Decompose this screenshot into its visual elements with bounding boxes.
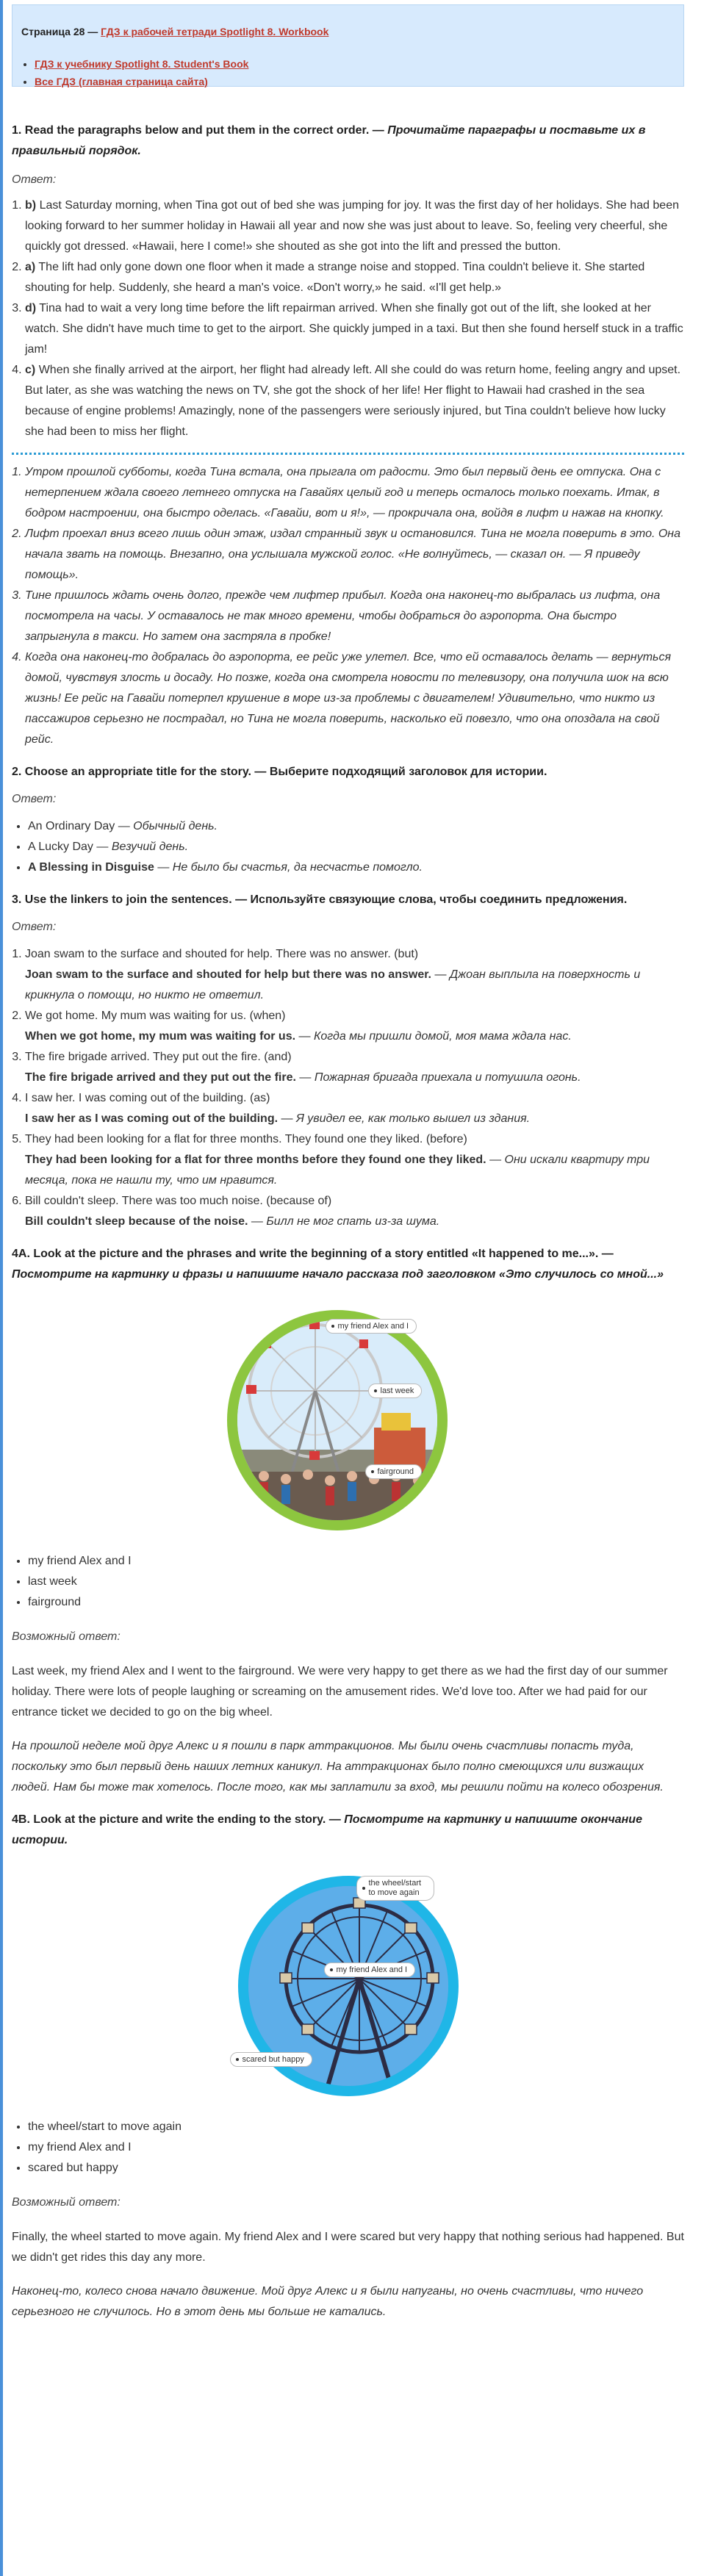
workbook-link[interactable]: ГДЗ к рабочей тетради Spotlight 8. Workbook xyxy=(101,26,329,37)
list-item xyxy=(25,360,684,442)
image-label: the wheel/start to move again xyxy=(356,1876,434,1901)
paragraph-text: Tina had to wait a very long time before the lift repairman arrived. When she finally got out of the lift, she looked at her watch. She didn't have much time to get to the airport. She quickly jumped in a taxi. But then she found herself stuck in a traffic jam! xyxy=(25,302,683,356)
list-item: 3. Тине пришлось ждать очень долго, прежде чем лифтер прибыл. Когда она наконец-то выбралась из лифта, она посмотрела на часы. У оставалось не так много времени, чтобы добраться до аэропорта. Она быстро запрыгнула в такси. Но затем она застряла в пробке! xyxy=(25,586,684,647)
task1-title-en: 1. Read the paragraphs below and put them in the correct order. — xyxy=(12,124,388,137)
page-heading xyxy=(21,26,672,37)
task4b-title-ru: Посмотрите на картинку и напишите окончание истории. xyxy=(12,1813,642,1846)
left-border xyxy=(0,0,3,2576)
list-item: 2. Лифт проехал вниз всего лишь один этаж, издал странный звук и остановился. Тина не могла поверить в это. Она начала звать на помощь. Внезапно, она услышала мужской голос. «Не волнуйтесь, — сказал он. — Я приведу помощь». xyxy=(25,524,684,586)
question: We got home. My mum was waiting for us. (when) xyxy=(25,1010,286,1022)
list-item: • last week xyxy=(28,1572,684,1592)
task2-title: 2. Choose an appropriate title for the story. — Выберите подходящий заголовок для истории. xyxy=(12,766,547,778)
big-wheel-picture xyxy=(227,1868,470,2104)
option-en: A Lucky Day xyxy=(28,841,93,853)
linker-list xyxy=(12,944,684,1232)
list-item: 4. Когда она наконец-то добралась до аэропорта, ее рейс уже улетел. Все, что ей оставалось делать — вернуться домой, чувствуя злость и досаду. Но позже, когда она смотрела новости по телевизору, она получила шок на всю жизнь! Ее рейс на Гавайи потерпел крушение в море из-за проблемы с двигателем! Удивительно, что никто из пассажиров серьезно не пострадал, но Тина не могла поверить, насколько ей повезло, что она опоздала на свой рейс. xyxy=(25,647,684,750)
answer-ru: Пожарная бригада приехала и потушила огонь. xyxy=(314,1071,581,1084)
answer-ru: Я увидел ее, как только вышел из здания. xyxy=(295,1112,531,1125)
list-item xyxy=(25,257,684,298)
list-item: 1. Утром прошлой субботы, когда Тина встала, она прыгала от радости. Это был первый день ее отпуска. Она с нетерпением ждала своего летнего отпуска на Гавайях целый год и теперь осталось только поехать. Итак, в бодром настроении, она быстро оделась. «Гавайи, вот и я!», — прокричала она, войдя в лифт и нажав на кнопку. xyxy=(25,462,684,524)
answer-en: Last week, my friend Alex and I went to the fairground. We were very happy to get there as we had the first day of our summer holiday. There were lots of people laughing or screaming on the amusement rides. We'd love too. After we had paid for our entrance ticket we decided to go on the big wheel. xyxy=(12,1665,668,1719)
list-item: 5. They had been looking for a flat for three months. They found one they liked. (before) They had been looking for a flat for three months before they found one they liked. — Они искали квартиру три месяца, пока не нашли ту, что им нравится. xyxy=(25,1129,684,1191)
list-item xyxy=(25,298,684,360)
task4b xyxy=(12,1810,684,2323)
list-item: 4. I saw her. I was coming out of the building. (as) I saw her as I was coming out of the building. — Я увидел ее, как только вышел из здания. xyxy=(25,1088,684,1129)
task4a xyxy=(12,1244,684,1798)
answer-ru: Билл не мог спать из-за шума. xyxy=(266,1215,440,1228)
answer: When we got home, my mum was waiting for us. xyxy=(25,1030,296,1043)
fairground-picture xyxy=(227,1303,470,1538)
info-box xyxy=(12,4,684,87)
list-item: 1. Joan swam to the surface and shouted for help. There was no answer. (but) Joan swam to the surface and shouted for help but there was no answer. — Джоан выплыла на поверхность и крикнула о помощи, но никто не ответил. xyxy=(25,944,684,1006)
task1 xyxy=(12,120,684,750)
answer-ru: Наконец-то, колесо снова начало движение. Мой друг Алекс и я были напуганы, но очень счастливы, что ничего серьезного не случилось. Но в этот день мы больше не катались. xyxy=(12,2285,644,2318)
task4b-title xyxy=(12,1810,684,1851)
paragraph-text: When she finally arrived at the airport, her flight had already left. All she could do was return home, feeling angry and upset. But later, as she was watching the news on TV, she got the shock of her life! Her flight to Hawaii had crashed in the sea because of engine problems! Amazingly, none of the passengers were seriously injured, but Tina couldn't believe how lucky she had been to miss her flight. xyxy=(25,364,681,438)
page-prefix: Страница 28 — xyxy=(21,26,101,37)
letter: c) xyxy=(25,364,36,376)
letter: a) xyxy=(25,261,36,273)
translation-list xyxy=(12,462,684,750)
dotted-divider xyxy=(12,453,684,455)
list-item: 3. The fire brigade arrived. They put out the fire. (and) The fire brigade arrived and they put out the fire. — Пожарная бригада приехала и потушила огонь. xyxy=(25,1047,684,1088)
image-label: last week xyxy=(368,1384,423,1398)
list-item xyxy=(35,73,672,90)
answer: They had been looking for a flat for three months before they found one they liked. xyxy=(25,1154,486,1166)
list-item: • fairground xyxy=(28,1592,684,1613)
title-options xyxy=(12,816,684,878)
image-label: my friend Alex and I xyxy=(324,1962,416,1977)
task1-title xyxy=(12,120,684,162)
list-item: • the wheel/start to move again xyxy=(28,2117,684,2137)
list-item: 2. We got home. My mum was waiting for us. (when) When we got home, my mum was waiting for us. — Когда мы пришли домой, моя мама ждала нас. xyxy=(25,1006,684,1047)
list-item: • my friend Alex and I xyxy=(28,2137,684,2158)
phrase-list xyxy=(12,2117,684,2179)
paragraph-text: Last Saturday morning, when Tina got out of bed she was jumping for joy. It was the first day of her holidays. She had been looking forward to her summer holiday in Hawaii all year and now she was just about to leave. So, feeling very cheerful, she quickly got dressed. «Hawaii, here I come!» she shouted as she got into the lift and pressed the button. xyxy=(25,199,679,253)
task4b-title-en: 4B. Look at the picture and write the ending to the story. — xyxy=(12,1813,345,1826)
list-item: • An Ordinary Day — Обычный день. xyxy=(28,816,684,837)
fairground-illustration xyxy=(227,1303,470,1538)
list-item: • A Lucky Day — Везучий день. xyxy=(28,837,684,857)
students-book-link[interactable]: ГДЗ к учебнику Spotlight 8. Student's Book xyxy=(35,58,249,70)
answer-ru: На прошлой неделе мой друг Алекс и я пошли в парк аттракционов. Мы были очень счастливы попасть туда, поскольку это был первый день наших летних каникул. На аттракционах было полно смеющихся или визжащих людей. Нам бы тоже так хотелось. После того, как мы заплатили за вход, мы решили пойти на колесо обозрения. xyxy=(12,1740,664,1794)
list-item: • A Blessing in Disguise — Не было бы счастья, да несчастье помогло. xyxy=(28,857,684,878)
task4a-title xyxy=(12,1244,684,1285)
list-item xyxy=(25,195,684,257)
answer: The fire brigade arrived and they put out the fire. xyxy=(25,1071,296,1084)
question: The fire brigade arrived. They put out the fire. (and) xyxy=(25,1051,292,1063)
task2 xyxy=(12,762,684,878)
task3 xyxy=(12,890,684,1232)
answer: I saw her as I was coming out of the building. xyxy=(25,1112,279,1125)
task4a-title-en: 4A. Look at the picture and the phrases and write the beginning of a story entitled «It happened to me...». — xyxy=(12,1248,614,1260)
answer-label: Ответ: xyxy=(12,793,57,805)
answer: Joan swam to the surface and shouted for help but there was no answer. xyxy=(25,968,431,981)
paragraph-list xyxy=(12,195,684,442)
paragraph-text: The lift had only gone down one floor when it made a strange noise and stopped. Tina couldn't believe it. She started shouting for help. Suddenly, she heard a man's voice. «Don't worry,» he said. «I'll get help.» xyxy=(25,261,645,294)
option-ru: Везучий день. xyxy=(111,841,189,853)
answer-label: Ответ: xyxy=(12,921,57,933)
list-item: • scared but happy xyxy=(28,2158,684,2179)
image-label: fairground xyxy=(365,1464,423,1479)
letter: d) xyxy=(25,302,37,314)
option-en: A Blessing in Disguise xyxy=(28,861,154,874)
answer-ru: Джоан выплыла на поверхность и крикнула о помощи, но никто не ответил. xyxy=(25,968,641,1001)
letter: b) xyxy=(25,199,37,212)
answer-ru: Когда мы пришли домой, моя мама ждала нас. xyxy=(313,1030,572,1043)
page-content xyxy=(12,0,684,2323)
option-ru: Не было бы счастья, да несчастье помогло. xyxy=(172,861,423,874)
all-gdz-link[interactable]: Все ГДЗ (главная страница сайта) xyxy=(35,76,208,87)
task1-title-ru: Прочитайте параграфы и поставьте их в правильный порядок. xyxy=(12,124,646,157)
answer: Bill couldn't sleep because of the noise. xyxy=(25,1215,248,1228)
image-label: scared but happy xyxy=(230,2052,312,2067)
question: Bill couldn't sleep. There was too much noise. (because of) xyxy=(25,1195,332,1207)
list-item: 6. Bill couldn't sleep. There was too much noise. (because of) Bill couldn't sleep because of the noise. — Билл не мог спать из-за шума. xyxy=(25,1191,684,1232)
answer-en: Finally, the wheel started to move again. My friend Alex and I were scared but very happy that nothing serious had happened. But we didn't get rides this day any more. xyxy=(12,2231,684,2264)
task3-title: 3. Use the linkers to join the sentences. — Используйте связующие слова, чтобы соединить предложения. xyxy=(12,893,628,906)
big-wheel-illustration xyxy=(227,1868,470,2104)
image-label: my friend Alex and I xyxy=(326,1319,417,1334)
question: I saw her. I was coming out of the building. (as) xyxy=(25,1092,270,1104)
phrase-list xyxy=(12,1551,684,1613)
question: They had been looking for a flat for three months. They found one they liked. (before) xyxy=(25,1133,467,1145)
list-item xyxy=(35,55,672,73)
option-en: An Ordinary Day xyxy=(28,820,115,832)
links-list xyxy=(21,55,672,90)
possible-answer-label: Возможный ответ: xyxy=(12,2196,121,2209)
task4a-title-ru: Посмотрите на картинку и фразы и напишите начало рассказа под заголовком «Это случилось со мной...» xyxy=(12,1268,664,1281)
question: Joan swam to the surface and shouted for help. There was no answer. (but) xyxy=(25,948,419,960)
answer-ru: Они искали квартиру три месяца, пока не нашли ту, что им нравится. xyxy=(25,1154,650,1187)
possible-answer-label: Возможный ответ: xyxy=(12,1630,121,1643)
option-ru: Обычный день. xyxy=(133,820,218,832)
answer-label: Ответ: xyxy=(12,173,57,186)
list-item: • my friend Alex and I xyxy=(28,1551,684,1572)
